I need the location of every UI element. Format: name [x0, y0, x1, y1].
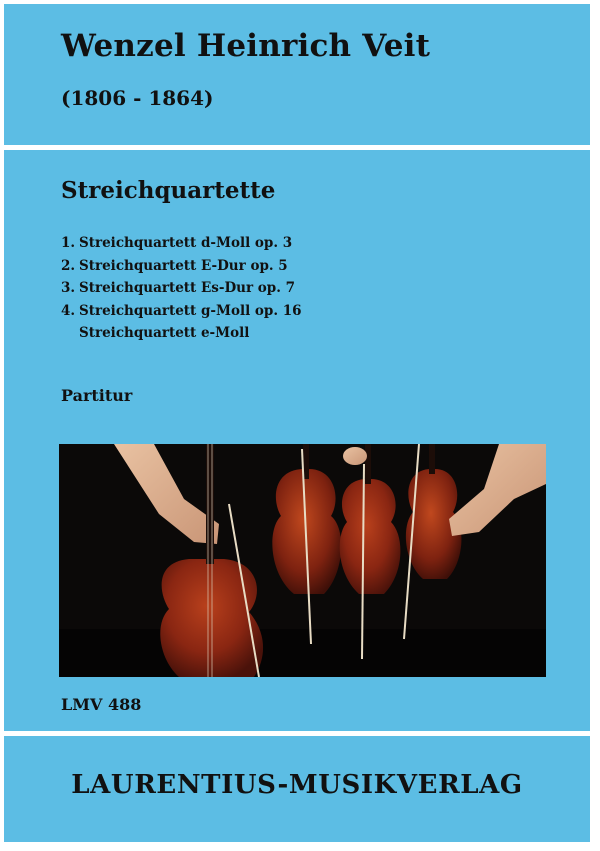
composer-dates: (1806 - 1864) — [61, 86, 214, 110]
cover-photo — [59, 444, 546, 677]
work-label: Streichquartett g-Moll op. 16 — [79, 302, 302, 319]
bottom-divider — [4, 731, 590, 736]
work-label: Streichquartett d-Moll op. 3 — [79, 235, 293, 251]
works-list — [61, 232, 302, 345]
work-item — [61, 255, 302, 278]
work-number: 2. — [61, 257, 76, 274]
publisher-name: LAURENTIUS-MUSIKVERLAG — [71, 770, 523, 800]
work-number: 4. — [61, 302, 76, 319]
catalog-number: LMV 488 — [61, 695, 142, 714]
work-item — [61, 322, 302, 345]
score-type: Partitur — [61, 386, 133, 405]
player-hand — [343, 447, 367, 465]
work-number: 1. — [61, 235, 76, 251]
work-item — [61, 232, 302, 255]
work-title: Streichquartette — [61, 177, 276, 204]
work-number: 3. — [61, 280, 76, 296]
work-item — [61, 300, 302, 323]
string-instruments-illustration — [59, 444, 546, 677]
composer-name: Wenzel Heinrich Veit — [61, 28, 431, 64]
work-label: Streichquartett e-Moll — [79, 325, 250, 341]
book-cover — [4, 4, 590, 842]
work-label: Streichquartett Es-Dur op. 7 — [79, 280, 296, 296]
top-divider — [4, 145, 590, 150]
work-item — [61, 277, 302, 300]
work-label: Streichquartett E-Dur op. 5 — [79, 257, 288, 274]
